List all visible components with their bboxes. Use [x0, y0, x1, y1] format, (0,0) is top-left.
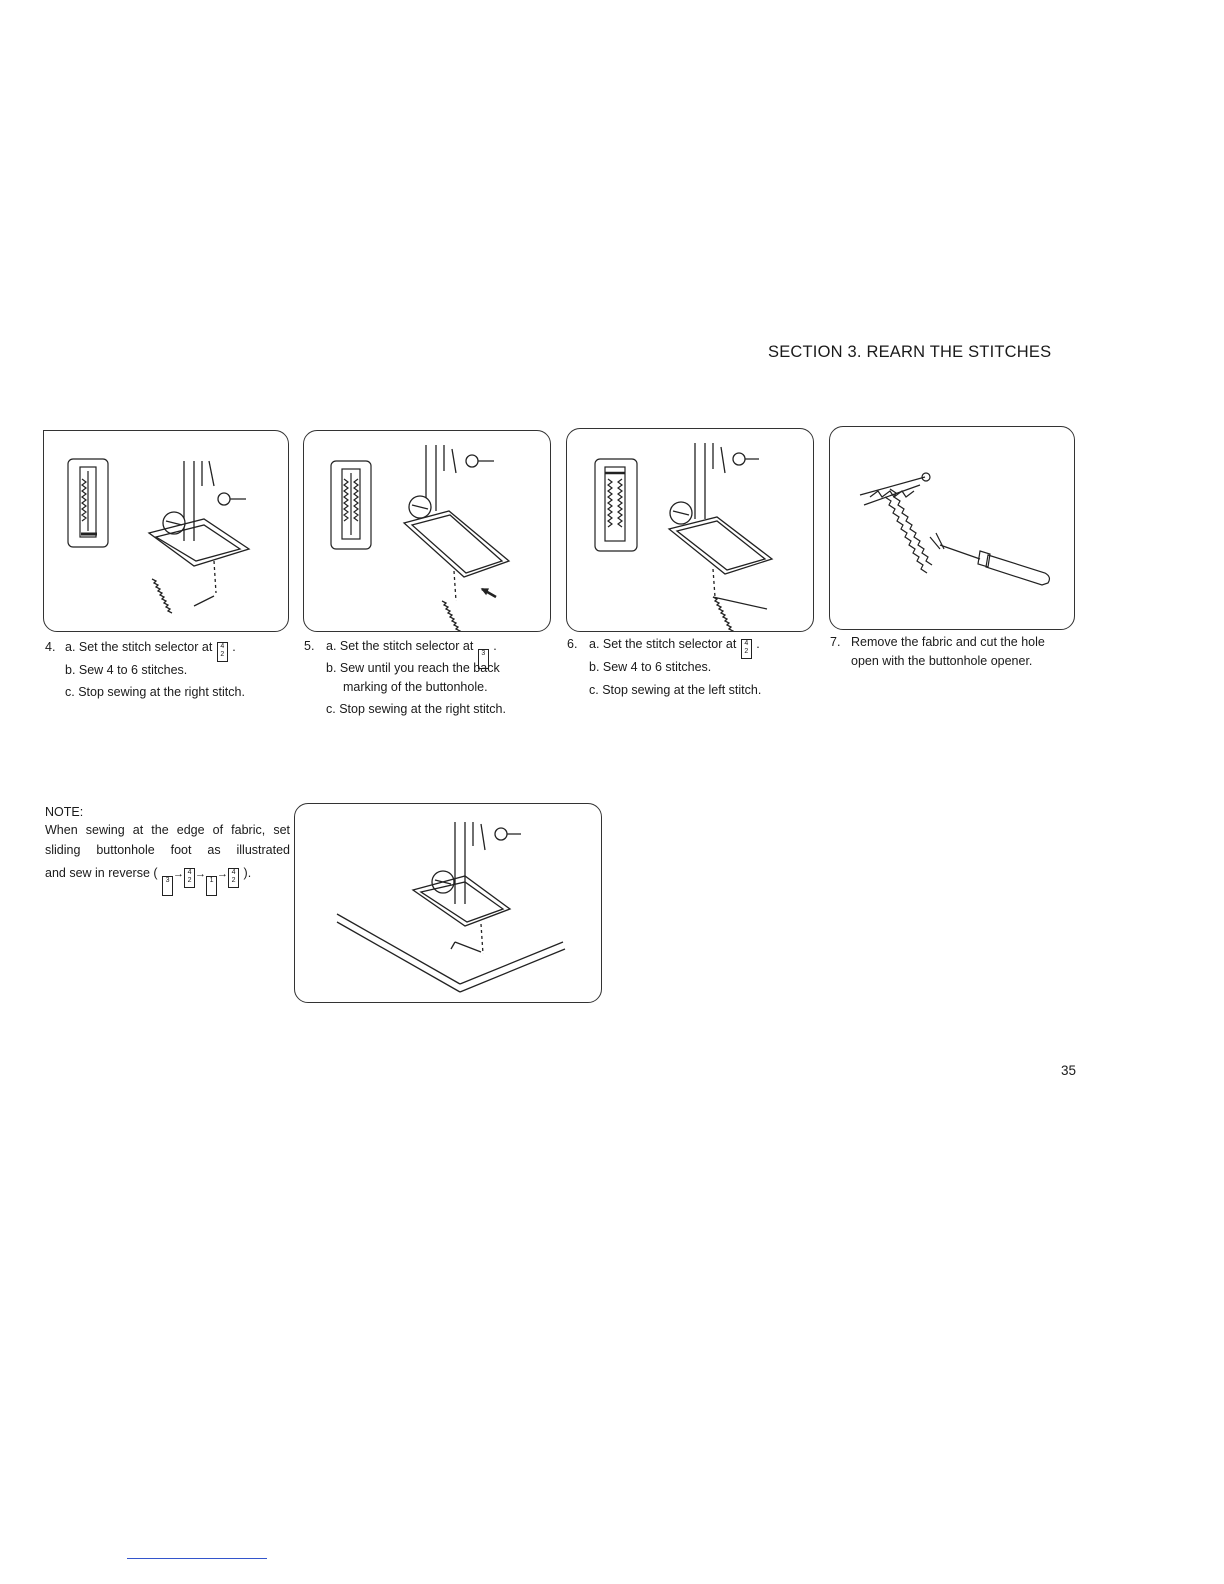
step-line: a. Set the stitch selector at: [65, 640, 213, 654]
fabric-edge-icon: [337, 914, 565, 992]
step-number: 7.: [830, 635, 841, 649]
step-line: Remove the fabric and cut the hole: [851, 635, 1045, 649]
illustration-step-4: [43, 430, 289, 632]
stitch-selector-icon: 4 2: [184, 868, 195, 888]
illustration-step-6: [566, 428, 814, 632]
buttonhole-diagram-icon: [595, 459, 637, 551]
stitch-selector-icon: 3: [162, 876, 173, 896]
step-line: c. Stop sewing at the right stitch.: [65, 685, 245, 699]
sewing-foot-icon: [404, 445, 509, 631]
arrow-right-icon: →: [217, 868, 229, 880]
step-line: marking of the buttonhole.: [343, 680, 488, 694]
note-title: NOTE:: [45, 805, 84, 819]
note-sequence-line: [45, 861, 290, 896]
sewing-foot-icon: [669, 443, 772, 631]
note-line: and sew in reverse (: [45, 866, 158, 880]
arrow-right-icon: →: [173, 868, 185, 880]
arrow-right-icon: →: [195, 868, 207, 880]
step-line: a. Set the stitch selector at: [326, 639, 474, 653]
buttonhole-opener-icon: [860, 473, 1049, 585]
step-number: 5.: [304, 639, 315, 653]
buttonhole-diagram-icon: [331, 461, 371, 549]
step-line: b. Sew 4 to 6 stitches.: [65, 663, 188, 677]
note-line: sliding buttonhole foot as illustrated: [45, 843, 290, 857]
step-line: c. Stop sewing at the left stitch.: [589, 683, 762, 697]
stitch-selector-icon: 3: [478, 649, 489, 669]
illustration-edge-sewing: [294, 803, 602, 1003]
illustration-step-5: [303, 430, 551, 632]
stitch-selector-icon: 1: [206, 876, 217, 896]
note-closing: ).: [243, 866, 252, 880]
sewing-foot-icon: [413, 822, 521, 954]
note-block: [45, 803, 290, 896]
step-number: 6.: [567, 637, 578, 651]
illustration-step-7: [829, 426, 1075, 630]
step-line: open with the buttonhole opener.: [851, 654, 1033, 668]
sewing-foot-icon: [149, 461, 249, 613]
buttonhole-diagram-icon: [68, 459, 108, 547]
stitch-selector-icon: 4 2: [741, 639, 752, 659]
footer-rule: [127, 1558, 267, 1559]
section-title: SECTION 3. REARN THE STITCHES: [768, 343, 1052, 361]
step-line: a. Set the stitch selector at: [589, 637, 737, 651]
stitch-selector-icon: 4 2: [228, 868, 239, 888]
step-line: b. Sew 4 to 6 stitches.: [589, 660, 712, 674]
step-line: c. Stop sewing at the right stitch.: [326, 702, 506, 716]
note-line: When sewing at the edge of fabric, set: [45, 823, 290, 837]
page-number: 35: [1061, 1063, 1077, 1078]
step-line: b. Sew until you reach the back: [326, 661, 500, 675]
step-number: 4.: [45, 640, 56, 654]
stitch-selector-icon: 4 2: [217, 642, 228, 662]
